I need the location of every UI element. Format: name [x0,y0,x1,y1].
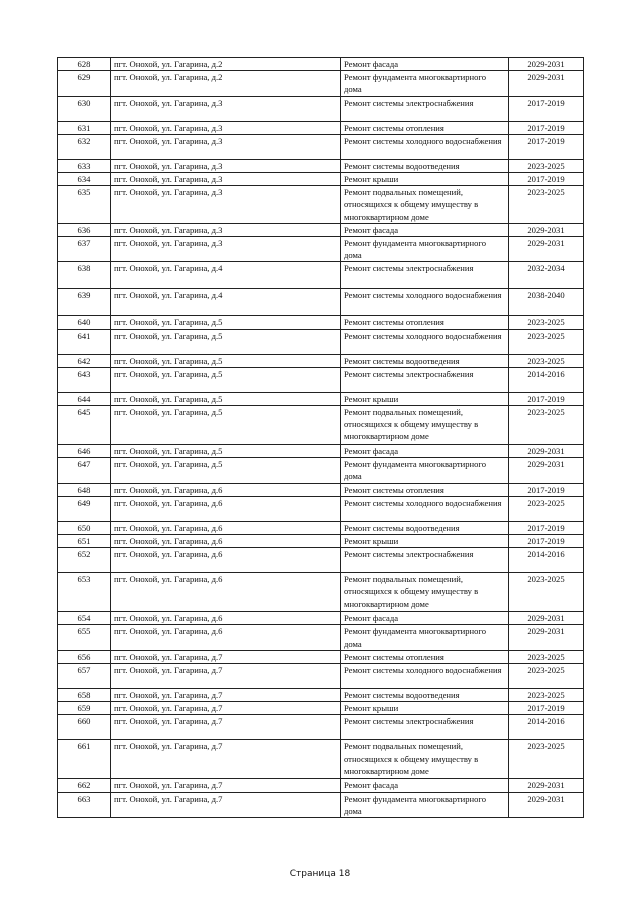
table-row [58,664,584,689]
table-row [58,458,584,483]
page-footer: Страница 18 [289,869,351,879]
row-period: 2023-2025 [509,186,584,224]
table-row [58,573,584,612]
row-work-type: Ремонт системы холодного водоснабжения [341,289,509,316]
row-period: 2017-2019 [509,535,584,548]
row-period: 2029-2031 [509,792,584,817]
row-work-type: Ремонт системы отопления [341,650,509,663]
row-address: пгт. Онохой, ул. Гагарина, д.3 [111,237,341,262]
row-address: пгт. Онохой, ул. Гагарина, д.5 [111,316,341,329]
row-number: 650 [58,521,111,534]
table-row [58,406,584,445]
row-address: пгт. Онохой, ул. Гагарина, д.6 [111,483,341,496]
table-row [58,702,584,715]
row-address: пгт. Онохой, ул. Гагарина, д.6 [111,625,341,650]
row-work-type: Ремонт крыши [341,702,509,715]
row-address: пгт. Онохой, ул. Гагарина, д.3 [111,96,341,121]
row-number: 659 [58,702,111,715]
row-address: пгт. Онохой, ул. Гагарина, д.4 [111,289,341,316]
row-address: пгт. Онохой, ул. Гагарина, д.7 [111,715,341,740]
row-work-type: Ремонт фундамента многоквартирного дома [341,792,509,817]
table-row [58,121,584,134]
row-address: пгт. Онохой, ул. Гагарина, д.6 [111,535,341,548]
table-row [58,548,584,573]
row-address: пгт. Онохой, ул. Гагарина, д.3 [111,134,341,159]
row-period: 2017-2019 [509,521,584,534]
table-row [58,71,584,96]
row-number: 647 [58,458,111,483]
table-row [58,740,584,779]
row-address: пгт. Онохой, ул. Гагарина, д.3 [111,223,341,236]
row-work-type: Ремонт подвальных помещений, относящихся к общему имуществу в многоквартирном доме [341,740,509,779]
row-number: 634 [58,173,111,186]
row-address: пгт. Онохой, ул. Гагарина, д.7 [111,689,341,702]
row-period: 2017-2019 [509,121,584,134]
table-row [58,159,584,172]
row-number: 640 [58,316,111,329]
row-address: пгт. Онохой, ул. Гагарина, д.5 [111,367,341,392]
row-number: 644 [58,392,111,405]
row-number: 660 [58,715,111,740]
row-number: 663 [58,792,111,817]
table-row [58,354,584,367]
row-address: пгт. Онохой, ул. Гагарина, д.5 [111,354,341,367]
row-period: 2014-2016 [509,548,584,573]
row-number: 657 [58,664,111,689]
row-work-type: Ремонт фундамента многоквартирного дома [341,71,509,96]
row-address: пгт. Онохой, ул. Гагарина, д.3 [111,121,341,134]
row-period: 2017-2019 [509,483,584,496]
row-work-type: Ремонт системы электроснабжения [341,262,509,289]
table-row [58,521,584,534]
table-row [58,262,584,289]
row-address: пгт. Онохой, ул. Гагарина, д.5 [111,406,341,445]
row-address: пгт. Онохой, ул. Гагарина, д.5 [111,458,341,483]
row-work-type: Ремонт фасада [341,58,509,71]
row-period: 2029-2031 [509,71,584,96]
row-period: 2032-2034 [509,262,584,289]
table-row [58,496,584,521]
row-work-type: Ремонт системы водоотведения [341,521,509,534]
table-row [58,689,584,702]
row-period: 2023-2025 [509,664,584,689]
row-number: 651 [58,535,111,548]
row-number: 628 [58,58,111,71]
row-number: 646 [58,445,111,458]
row-number: 635 [58,186,111,224]
row-period: 2017-2019 [509,173,584,186]
row-work-type: Ремонт системы отопления [341,316,509,329]
row-work-type: Ремонт системы электроснабжения [341,96,509,121]
table-row [58,329,584,354]
row-work-type: Ремонт системы электроснабжения [341,367,509,392]
table-body [58,58,584,818]
row-period: 2023-2025 [509,354,584,367]
table-row [58,612,584,625]
row-number: 656 [58,650,111,663]
row-address: пгт. Онохой, ул. Гагарина, д.6 [111,612,341,625]
row-work-type: Ремонт подвальных помещений, относящихся к общему имуществу в многоквартирном доме [341,573,509,612]
table-row [58,223,584,236]
row-number: 630 [58,96,111,121]
row-period: 2017-2019 [509,702,584,715]
row-period: 2023-2025 [509,689,584,702]
row-address: пгт. Онохой, ул. Гагарина, д.6 [111,521,341,534]
row-period: 2017-2019 [509,392,584,405]
row-period: 2038-2040 [509,289,584,316]
row-address: пгт. Онохой, ул. Гагарина, д.3 [111,186,341,224]
row-number: 631 [58,121,111,134]
row-number: 658 [58,689,111,702]
row-address: пгт. Онохой, ул. Гагарина, д.2 [111,58,341,71]
row-work-type: Ремонт крыши [341,173,509,186]
row-address: пгт. Онохой, ул. Гагарина, д.5 [111,392,341,405]
row-work-type: Ремонт системы холодного водоснабжения [341,329,509,354]
row-number: 661 [58,740,111,779]
row-period: 2029-2031 [509,237,584,262]
table-row [58,173,584,186]
table-row [58,134,584,159]
row-work-type: Ремонт системы отопления [341,483,509,496]
table-row [58,392,584,405]
row-work-type: Ремонт системы холодного водоснабжения [341,496,509,521]
row-address: пгт. Онохой, ул. Гагарина, д.7 [111,664,341,689]
table-row [58,58,584,71]
table-row [58,186,584,224]
row-address: пгт. Онохой, ул. Гагарина, д.6 [111,496,341,521]
row-work-type: Ремонт подвальных помещений, относящихся к общему имуществу в многоквартирном доме [341,406,509,445]
row-number: 629 [58,71,111,96]
row-number: 645 [58,406,111,445]
row-number: 648 [58,483,111,496]
row-number: 636 [58,223,111,236]
row-number: 662 [58,779,111,792]
row-work-type: Ремонт крыши [341,535,509,548]
row-number: 641 [58,329,111,354]
row-period: 2029-2031 [509,223,584,236]
row-period: 2023-2025 [509,740,584,779]
row-number: 638 [58,262,111,289]
row-period: 2023-2025 [509,406,584,445]
row-number: 632 [58,134,111,159]
row-number: 655 [58,625,111,650]
row-period: 2029-2031 [509,625,584,650]
row-period: 2023-2025 [509,496,584,521]
table-row [58,237,584,262]
row-address: пгт. Онохой, ул. Гагарина, д.3 [111,159,341,172]
row-address: пгт. Онохой, ул. Гагарина, д.7 [111,792,341,817]
row-work-type: Ремонт фасада [341,445,509,458]
table-row [58,535,584,548]
row-period: 2023-2025 [509,650,584,663]
row-number: 643 [58,367,111,392]
table-row [58,445,584,458]
row-period: 2023-2025 [509,159,584,172]
row-work-type: Ремонт фасада [341,779,509,792]
row-work-type: Ремонт фундамента многоквартирного дома [341,625,509,650]
row-work-type: Ремонт системы водоотведения [341,689,509,702]
row-work-type: Ремонт крыши [341,392,509,405]
row-number: 649 [58,496,111,521]
row-address: пгт. Онохой, ул. Гагарина, д.6 [111,548,341,573]
row-number: 633 [58,159,111,172]
row-number: 652 [58,548,111,573]
row-work-type: Ремонт системы электроснабжения [341,548,509,573]
row-work-type: Ремонт фундамента многоквартирного дома [341,237,509,262]
row-period: 2017-2019 [509,134,584,159]
row-period: 2029-2031 [509,612,584,625]
row-address: пгт. Онохой, ул. Гагарина, д.7 [111,779,341,792]
row-address: пгт. Онохой, ул. Гагарина, д.5 [111,329,341,354]
row-address: пгт. Онохой, ул. Гагарина, д.5 [111,445,341,458]
row-period: 2017-2019 [509,96,584,121]
table-row [58,650,584,663]
row-number: 639 [58,289,111,316]
row-number: 637 [58,237,111,262]
row-period: 2023-2025 [509,573,584,612]
repair-schedule-table [57,57,584,818]
row-period: 2014-2016 [509,367,584,392]
row-work-type: Ремонт системы холодного водоснабжения [341,664,509,689]
row-work-type: Ремонт фасада [341,223,509,236]
row-address: пгт. Онохой, ул. Гагарина, д.6 [111,573,341,612]
row-period: 2029-2031 [509,445,584,458]
row-number: 654 [58,612,111,625]
row-period: 2023-2025 [509,329,584,354]
row-address: пгт. Онохой, ул. Гагарина, д.3 [111,173,341,186]
row-period: 2023-2025 [509,316,584,329]
table-row [58,792,584,817]
row-address: пгт. Онохой, ул. Гагарина, д.7 [111,702,341,715]
table-row [58,483,584,496]
row-address: пгт. Онохой, ул. Гагарина, д.7 [111,740,341,779]
row-address: пгт. Онохой, ул. Гагарина, д.7 [111,650,341,663]
row-work-type: Ремонт системы водоотведения [341,354,509,367]
row-number: 653 [58,573,111,612]
table-row [58,316,584,329]
table-row [58,779,584,792]
row-period: 2014-2016 [509,715,584,740]
row-address: пгт. Онохой, ул. Гагарина, д.4 [111,262,341,289]
row-work-type: Ремонт системы холодного водоснабжения [341,134,509,159]
row-work-type: Ремонт подвальных помещений, относящихся к общему имуществу в многоквартирном доме [341,186,509,224]
table-row [58,96,584,121]
row-number: 642 [58,354,111,367]
row-period: 2029-2031 [509,779,584,792]
row-period: 2029-2031 [509,58,584,71]
table-row [58,367,584,392]
table-row [58,625,584,650]
row-work-type: Ремонт системы водоотведения [341,159,509,172]
row-work-type: Ремонт системы электроснабжения [341,715,509,740]
row-work-type: Ремонт фасада [341,612,509,625]
row-work-type: Ремонт фундамента многоквартирного дома [341,458,509,483]
row-address: пгт. Онохой, ул. Гагарина, д.2 [111,71,341,96]
table-row [58,715,584,740]
row-period: 2029-2031 [509,458,584,483]
row-work-type: Ремонт системы отопления [341,121,509,134]
table-row [58,289,584,316]
